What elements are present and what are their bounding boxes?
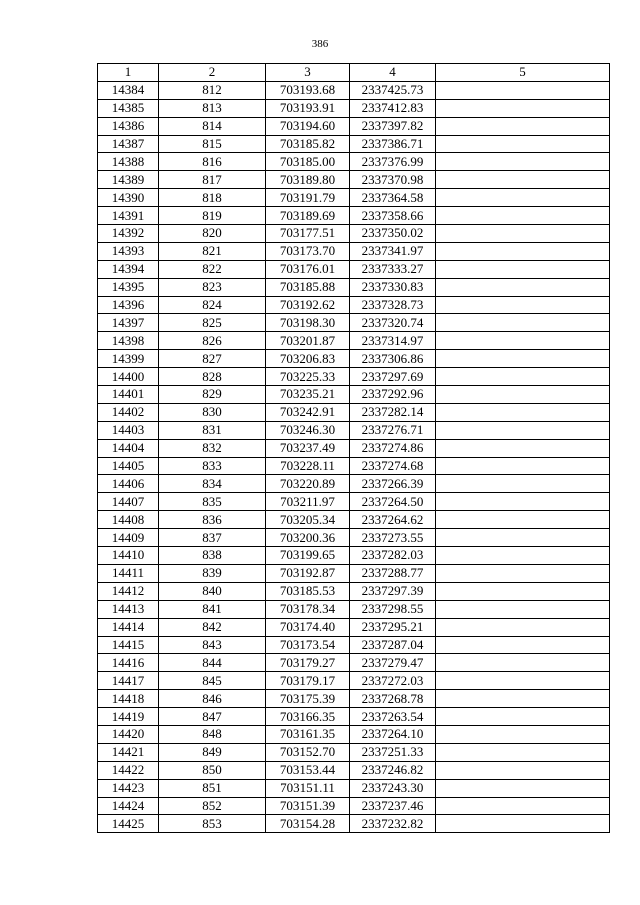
cell-point-id: 14412 — [98, 582, 159, 600]
cell-note — [436, 350, 610, 368]
cell-point-id: 14416 — [98, 654, 159, 672]
cell-y-coordinate: 2337282.03 — [350, 547, 436, 565]
cell-point-id: 14419 — [98, 708, 159, 726]
cell-note — [436, 439, 610, 457]
cell-point-number: 852 — [159, 797, 266, 815]
cell-x-coordinate: 703185.53 — [266, 582, 350, 600]
cell-y-coordinate: 2337287.04 — [350, 636, 436, 654]
table-row — [98, 260, 610, 278]
cell-x-coordinate: 703185.88 — [266, 278, 350, 296]
table-row — [98, 475, 610, 493]
cell-x-coordinate: 703174.40 — [266, 618, 350, 636]
cell-point-number: 842 — [159, 618, 266, 636]
cell-point-id: 14418 — [98, 690, 159, 708]
cell-point-number: 851 — [159, 779, 266, 797]
table-row — [98, 171, 610, 189]
table-row — [98, 153, 610, 171]
table-row — [98, 672, 610, 690]
cell-x-coordinate: 703228.11 — [266, 457, 350, 475]
cell-point-number: 838 — [159, 547, 266, 565]
cell-y-coordinate: 2337412.83 — [350, 99, 436, 117]
table-row — [98, 386, 610, 404]
page-number: 386 — [311, 38, 329, 50]
cell-x-coordinate: 703206.83 — [266, 350, 350, 368]
cell-y-coordinate: 2337268.78 — [350, 690, 436, 708]
cell-point-number: 820 — [159, 225, 266, 243]
cell-point-number: 832 — [159, 439, 266, 457]
cell-x-coordinate: 703189.69 — [266, 207, 350, 225]
cell-point-id: 14392 — [98, 225, 159, 243]
cell-y-coordinate: 2337364.58 — [350, 189, 436, 207]
cell-y-coordinate: 2337341.97 — [350, 242, 436, 260]
cell-point-number: 831 — [159, 421, 266, 439]
cell-note — [436, 743, 610, 761]
cell-point-id: 14409 — [98, 529, 159, 547]
cell-note — [436, 189, 610, 207]
cell-x-coordinate: 703237.49 — [266, 439, 350, 457]
cell-point-number: 833 — [159, 457, 266, 475]
cell-note — [436, 600, 610, 618]
cell-point-id: 14390 — [98, 189, 159, 207]
cell-x-coordinate: 703185.00 — [266, 153, 350, 171]
cell-y-coordinate: 2337297.39 — [350, 582, 436, 600]
cell-x-coordinate: 703179.17 — [266, 672, 350, 690]
cell-point-number: 827 — [159, 350, 266, 368]
cell-x-coordinate: 703191.79 — [266, 189, 350, 207]
cell-y-coordinate: 2337264.10 — [350, 725, 436, 743]
cell-point-id: 14391 — [98, 207, 159, 225]
cell-note — [436, 654, 610, 672]
cell-y-coordinate: 2337274.68 — [350, 457, 436, 475]
cell-note — [436, 260, 610, 278]
table-row — [98, 654, 610, 672]
cell-y-coordinate: 2337276.71 — [350, 421, 436, 439]
cell-point-id: 14420 — [98, 725, 159, 743]
table-row — [98, 511, 610, 529]
cell-point-number: 823 — [159, 278, 266, 296]
cell-point-number: 830 — [159, 403, 266, 421]
table-row — [98, 189, 610, 207]
cell-x-coordinate: 703153.44 — [266, 761, 350, 779]
cell-note — [436, 618, 610, 636]
cell-point-number: 853 — [159, 815, 266, 833]
cell-note — [436, 368, 610, 386]
cell-y-coordinate: 2337306.86 — [350, 350, 436, 368]
cell-point-number: 841 — [159, 600, 266, 618]
cell-point-id: 14400 — [98, 368, 159, 386]
cell-x-coordinate: 703173.54 — [266, 636, 350, 654]
cell-point-number: 834 — [159, 475, 266, 493]
table-row — [98, 761, 610, 779]
cell-y-coordinate: 2337272.03 — [350, 672, 436, 690]
cell-point-id: 14403 — [98, 421, 159, 439]
cell-x-coordinate: 703205.34 — [266, 511, 350, 529]
table-row — [98, 278, 610, 296]
cell-y-coordinate: 2337333.27 — [350, 260, 436, 278]
cell-point-id: 14399 — [98, 350, 159, 368]
cell-x-coordinate: 703161.35 — [266, 725, 350, 743]
cell-point-id: 14407 — [98, 493, 159, 511]
cell-y-coordinate: 2337246.82 — [350, 761, 436, 779]
column-header: 1 — [98, 64, 159, 82]
cell-y-coordinate: 2337273.55 — [350, 529, 436, 547]
table-row — [98, 564, 610, 582]
column-header: 5 — [436, 64, 610, 82]
cell-point-id: 14388 — [98, 153, 159, 171]
cell-point-id: 14389 — [98, 171, 159, 189]
cell-note — [436, 314, 610, 332]
cell-note — [436, 475, 610, 493]
cell-point-id: 14414 — [98, 618, 159, 636]
table-row — [98, 117, 610, 135]
cell-point-id: 14393 — [98, 242, 159, 260]
cell-x-coordinate: 703246.30 — [266, 421, 350, 439]
cell-x-coordinate: 703151.39 — [266, 797, 350, 815]
cell-y-coordinate: 2337376.99 — [350, 153, 436, 171]
table-row — [98, 368, 610, 386]
cell-note — [436, 511, 610, 529]
cell-x-coordinate: 703194.60 — [266, 117, 350, 135]
cell-note — [436, 708, 610, 726]
table-header-row — [98, 64, 610, 82]
cell-x-coordinate: 703151.11 — [266, 779, 350, 797]
cell-x-coordinate: 703185.82 — [266, 135, 350, 153]
cell-y-coordinate: 2337397.82 — [350, 117, 436, 135]
table-row — [98, 225, 610, 243]
cell-note — [436, 278, 610, 296]
cell-note — [436, 797, 610, 815]
cell-x-coordinate: 703235.21 — [266, 386, 350, 404]
table-row — [98, 332, 610, 350]
column-header: 4 — [350, 64, 436, 82]
cell-point-id: 14396 — [98, 296, 159, 314]
cell-point-id: 14408 — [98, 511, 159, 529]
cell-point-number: 829 — [159, 386, 266, 404]
cell-point-id: 14385 — [98, 99, 159, 117]
table-row — [98, 421, 610, 439]
cell-x-coordinate: 703152.70 — [266, 743, 350, 761]
cell-point-id: 14421 — [98, 743, 159, 761]
column-header: 3 — [266, 64, 350, 82]
table-row — [98, 779, 610, 797]
cell-point-number: 815 — [159, 135, 266, 153]
cell-note — [436, 296, 610, 314]
cell-point-number: 836 — [159, 511, 266, 529]
cell-x-coordinate: 703154.28 — [266, 815, 350, 833]
cell-x-coordinate: 703201.87 — [266, 332, 350, 350]
cell-note — [436, 386, 610, 404]
cell-point-number: 849 — [159, 743, 266, 761]
cell-x-coordinate: 703198.30 — [266, 314, 350, 332]
cell-point-number: 824 — [159, 296, 266, 314]
cell-y-coordinate: 2337263.54 — [350, 708, 436, 726]
table-row — [98, 207, 610, 225]
cell-note — [436, 332, 610, 350]
cell-note — [436, 761, 610, 779]
table-row — [98, 743, 610, 761]
table-row — [98, 439, 610, 457]
cell-y-coordinate: 2337266.39 — [350, 475, 436, 493]
cell-note — [436, 81, 610, 99]
cell-point-id: 14413 — [98, 600, 159, 618]
cell-y-coordinate: 2337370.98 — [350, 171, 436, 189]
column-header: 2 — [159, 64, 266, 82]
cell-note — [436, 403, 610, 421]
cell-y-coordinate: 2337386.71 — [350, 135, 436, 153]
cell-note — [436, 225, 610, 243]
cell-point-number: 814 — [159, 117, 266, 135]
cell-y-coordinate: 2337237.46 — [350, 797, 436, 815]
cell-y-coordinate: 2337243.30 — [350, 779, 436, 797]
cell-point-id: 14402 — [98, 403, 159, 421]
cell-point-id: 14423 — [98, 779, 159, 797]
cell-x-coordinate: 703192.62 — [266, 296, 350, 314]
cell-point-id: 14415 — [98, 636, 159, 654]
cell-point-number: 847 — [159, 708, 266, 726]
cell-note — [436, 636, 610, 654]
cell-point-id: 14417 — [98, 672, 159, 690]
cell-note — [436, 564, 610, 582]
cell-x-coordinate: 703166.35 — [266, 708, 350, 726]
coordinates-table — [97, 63, 610, 833]
cell-point-number: 840 — [159, 582, 266, 600]
table-row — [98, 815, 610, 833]
cell-point-number: 813 — [159, 99, 266, 117]
cell-y-coordinate: 2337279.47 — [350, 654, 436, 672]
cell-note — [436, 171, 610, 189]
table-body — [98, 81, 610, 832]
cell-note — [436, 815, 610, 833]
cell-note — [436, 207, 610, 225]
cell-point-number: 844 — [159, 654, 266, 672]
cell-point-number: 819 — [159, 207, 266, 225]
cell-x-coordinate: 703242.91 — [266, 403, 350, 421]
cell-x-coordinate: 703225.33 — [266, 368, 350, 386]
cell-point-number: 828 — [159, 368, 266, 386]
cell-point-id: 14425 — [98, 815, 159, 833]
table-row — [98, 457, 610, 475]
cell-note — [436, 242, 610, 260]
cell-x-coordinate: 703193.68 — [266, 81, 350, 99]
cell-point-id: 14406 — [98, 475, 159, 493]
cell-y-coordinate: 2337264.62 — [350, 511, 436, 529]
cell-y-coordinate: 2337282.14 — [350, 403, 436, 421]
cell-point-id: 14397 — [98, 314, 159, 332]
cell-x-coordinate: 703193.91 — [266, 99, 350, 117]
cell-point-number: 848 — [159, 725, 266, 743]
cell-point-number: 826 — [159, 332, 266, 350]
cell-point-id: 14411 — [98, 564, 159, 582]
cell-x-coordinate: 703200.36 — [266, 529, 350, 547]
cell-y-coordinate: 2337297.69 — [350, 368, 436, 386]
table-row — [98, 403, 610, 421]
cell-point-number: 835 — [159, 493, 266, 511]
cell-note — [436, 493, 610, 511]
cell-x-coordinate: 703211.97 — [266, 493, 350, 511]
cell-y-coordinate: 2337298.55 — [350, 600, 436, 618]
table-row — [98, 708, 610, 726]
cell-point-number: 816 — [159, 153, 266, 171]
cell-point-id: 14386 — [98, 117, 159, 135]
table-row — [98, 636, 610, 654]
cell-y-coordinate: 2337295.21 — [350, 618, 436, 636]
table-row — [98, 314, 610, 332]
cell-y-coordinate: 2337314.97 — [350, 332, 436, 350]
cell-x-coordinate: 703189.80 — [266, 171, 350, 189]
table-row — [98, 547, 610, 565]
cell-point-id: 14422 — [98, 761, 159, 779]
table-row — [98, 135, 610, 153]
cell-point-number: 850 — [159, 761, 266, 779]
cell-x-coordinate: 703192.87 — [266, 564, 350, 582]
cell-y-coordinate: 2337264.50 — [350, 493, 436, 511]
table-row — [98, 725, 610, 743]
cell-x-coordinate: 703176.01 — [266, 260, 350, 278]
cell-point-id: 14394 — [98, 260, 159, 278]
cell-note — [436, 529, 610, 547]
cell-note — [436, 672, 610, 690]
cell-y-coordinate: 2337292.96 — [350, 386, 436, 404]
cell-point-id: 14401 — [98, 386, 159, 404]
cell-point-number: 818 — [159, 189, 266, 207]
table-row — [98, 690, 610, 708]
cell-point-id: 14398 — [98, 332, 159, 350]
cell-point-id: 14424 — [98, 797, 159, 815]
table-row — [98, 350, 610, 368]
table-row — [98, 797, 610, 815]
cell-y-coordinate: 2337425.73 — [350, 81, 436, 99]
cell-note — [436, 117, 610, 135]
cell-point-id: 14405 — [98, 457, 159, 475]
cell-x-coordinate: 703220.89 — [266, 475, 350, 493]
cell-point-number: 843 — [159, 636, 266, 654]
cell-point-number: 817 — [159, 171, 266, 189]
cell-note — [436, 153, 610, 171]
cell-point-number: 812 — [159, 81, 266, 99]
table-row — [98, 242, 610, 260]
cell-y-coordinate: 2337232.82 — [350, 815, 436, 833]
cell-note — [436, 135, 610, 153]
cell-note — [436, 421, 610, 439]
table-row — [98, 618, 610, 636]
cell-point-number: 846 — [159, 690, 266, 708]
cell-x-coordinate: 703199.65 — [266, 547, 350, 565]
table-row — [98, 529, 610, 547]
table-row — [98, 296, 610, 314]
cell-x-coordinate: 703173.70 — [266, 242, 350, 260]
cell-point-id: 14387 — [98, 135, 159, 153]
cell-x-coordinate: 703179.27 — [266, 654, 350, 672]
cell-point-number: 837 — [159, 529, 266, 547]
cell-note — [436, 582, 610, 600]
cell-y-coordinate: 2337328.73 — [350, 296, 436, 314]
cell-point-id: 14395 — [98, 278, 159, 296]
cell-point-number: 839 — [159, 564, 266, 582]
cell-x-coordinate: 703177.51 — [266, 225, 350, 243]
cell-point-number: 825 — [159, 314, 266, 332]
table-row — [98, 99, 610, 117]
cell-note — [436, 547, 610, 565]
cell-point-number: 845 — [159, 672, 266, 690]
table-row — [98, 582, 610, 600]
cell-y-coordinate: 2337274.86 — [350, 439, 436, 457]
cell-y-coordinate: 2337288.77 — [350, 564, 436, 582]
table-row — [98, 493, 610, 511]
cell-note — [436, 690, 610, 708]
cell-y-coordinate: 2337251.33 — [350, 743, 436, 761]
cell-x-coordinate: 703175.39 — [266, 690, 350, 708]
cell-note — [436, 779, 610, 797]
cell-point-id: 14410 — [98, 547, 159, 565]
cell-y-coordinate: 2337358.66 — [350, 207, 436, 225]
cell-point-id: 14404 — [98, 439, 159, 457]
table-row — [98, 600, 610, 618]
cell-y-coordinate: 2337350.02 — [350, 225, 436, 243]
cell-point-number: 822 — [159, 260, 266, 278]
cell-note — [436, 457, 610, 475]
cell-x-coordinate: 703178.34 — [266, 600, 350, 618]
cell-note — [436, 99, 610, 117]
cell-y-coordinate: 2337330.83 — [350, 278, 436, 296]
cell-y-coordinate: 2337320.74 — [350, 314, 436, 332]
cell-note — [436, 725, 610, 743]
cell-point-id: 14384 — [98, 81, 159, 99]
table-row — [98, 81, 610, 99]
cell-point-number: 821 — [159, 242, 266, 260]
